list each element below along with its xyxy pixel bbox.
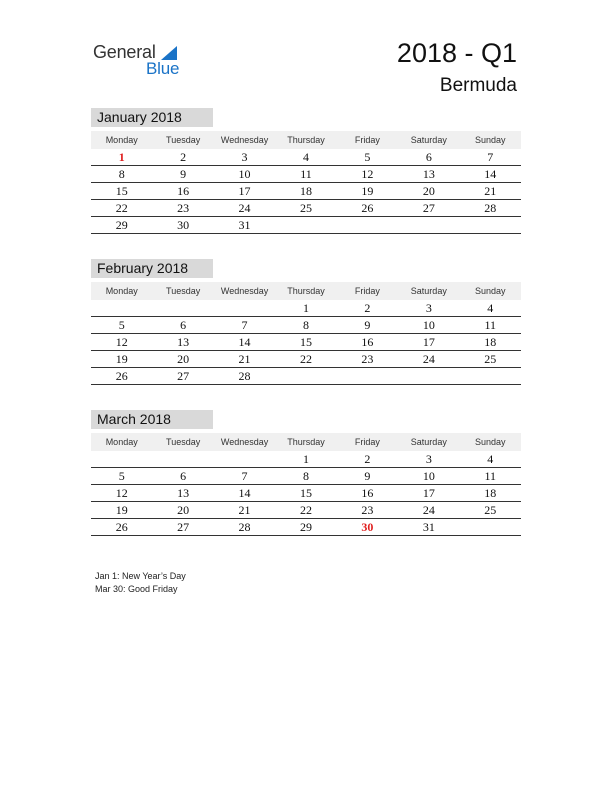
day-cell: 6: [152, 317, 213, 334]
day-cell: 23: [152, 200, 213, 217]
day-cell: 27: [152, 368, 213, 385]
day-cell: 30: [337, 519, 398, 536]
day-cell: 1: [275, 300, 336, 317]
day-cell: [460, 217, 521, 234]
day-cell: 3: [398, 300, 459, 317]
weekday-header: Wednesday: [214, 433, 275, 451]
weekday-header: Tuesday: [152, 131, 213, 149]
weekday-header: Sunday: [460, 282, 521, 300]
day-cell: 25: [460, 351, 521, 368]
day-cell: 17: [398, 485, 459, 502]
day-cell: [275, 217, 336, 234]
week-row: [91, 451, 521, 468]
day-cell: 21: [214, 502, 275, 519]
month-march: [91, 410, 521, 536]
week-row: [91, 149, 521, 166]
day-cell: 16: [152, 183, 213, 200]
day-cell: 8: [275, 317, 336, 334]
day-cell: 2: [152, 149, 213, 166]
month-label: January 2018: [91, 108, 213, 127]
day-cell: 17: [398, 334, 459, 351]
weekday-header: Monday: [91, 433, 152, 451]
holiday-notes: [95, 570, 186, 595]
week-row: [91, 519, 521, 536]
day-cell: 11: [275, 166, 336, 183]
day-cell: 16: [337, 485, 398, 502]
day-cell: 12: [337, 166, 398, 183]
day-cell: 28: [214, 519, 275, 536]
day-cell: 18: [460, 485, 521, 502]
day-cell: 15: [275, 485, 336, 502]
day-cell: 5: [91, 317, 152, 334]
day-cell: 27: [398, 200, 459, 217]
weekday-header: Friday: [337, 282, 398, 300]
day-cell: 4: [460, 300, 521, 317]
day-cell: 23: [337, 502, 398, 519]
day-cell: [460, 368, 521, 385]
week-row: [91, 317, 521, 334]
day-cell: 10: [398, 317, 459, 334]
day-cell: [460, 519, 521, 536]
weekday-header: Friday: [337, 433, 398, 451]
week-row: [91, 351, 521, 368]
day-cell: 7: [460, 149, 521, 166]
day-cell: 4: [460, 451, 521, 468]
day-cell: 12: [91, 485, 152, 502]
weekday-header: Wednesday: [214, 131, 275, 149]
day-cell: [337, 368, 398, 385]
day-cell: 7: [214, 317, 275, 334]
day-cell: 6: [398, 149, 459, 166]
day-cell: 19: [91, 351, 152, 368]
weekday-header: Friday: [337, 131, 398, 149]
day-cell: [337, 217, 398, 234]
day-cell: 17: [214, 183, 275, 200]
week-row: [91, 502, 521, 519]
month-label: March 2018: [91, 410, 213, 429]
day-cell: 22: [275, 351, 336, 368]
holiday-note: Mar 30: Good Friday: [95, 583, 178, 594]
day-cell: [152, 451, 213, 468]
day-cell: 9: [337, 317, 398, 334]
day-cell: 18: [460, 334, 521, 351]
week-row: [91, 217, 521, 234]
day-cell: 28: [214, 368, 275, 385]
day-cell: 15: [275, 334, 336, 351]
week-row: [91, 485, 521, 502]
day-cell: 26: [91, 368, 152, 385]
weekday-header: Tuesday: [152, 433, 213, 451]
day-cell: 30: [152, 217, 213, 234]
day-cell: [398, 217, 459, 234]
week-row: [91, 334, 521, 351]
day-cell: 2: [337, 300, 398, 317]
day-cell: 26: [91, 519, 152, 536]
month-february: [91, 259, 521, 385]
week-row: [91, 468, 521, 485]
weekday-header: Wednesday: [214, 282, 275, 300]
day-cell: 20: [398, 183, 459, 200]
day-cell: 3: [398, 451, 459, 468]
day-cell: 19: [337, 183, 398, 200]
day-cell: 13: [152, 485, 213, 502]
day-cell: 26: [337, 200, 398, 217]
week-row: [91, 300, 521, 317]
day-cell: 14: [214, 334, 275, 351]
day-cell: 31: [398, 519, 459, 536]
day-cell: 7: [214, 468, 275, 485]
weekday-header: Saturday: [398, 131, 459, 149]
logo-general-text: General: [93, 42, 156, 62]
day-cell: [398, 368, 459, 385]
day-cell: 12: [91, 334, 152, 351]
calendar-table: [91, 131, 521, 234]
country-name: Bermuda: [439, 75, 517, 96]
day-cell: 19: [91, 502, 152, 519]
day-cell: [214, 451, 275, 468]
weekday-header: Saturday: [398, 282, 459, 300]
calendar-table: [91, 433, 521, 536]
holiday-note: Jan 1: New Year’s Day: [95, 571, 186, 581]
weekday-header: Thursday: [275, 131, 336, 149]
day-cell: 2: [337, 451, 398, 468]
logo-triangle-icon: [161, 46, 177, 60]
day-cell: 24: [398, 502, 459, 519]
day-cell: 24: [214, 200, 275, 217]
day-cell: 27: [152, 519, 213, 536]
day-cell: 5: [91, 468, 152, 485]
day-cell: 15: [91, 183, 152, 200]
day-cell: 1: [275, 451, 336, 468]
day-cell: 4: [275, 149, 336, 166]
day-cell: 24: [398, 351, 459, 368]
day-cell: 31: [214, 217, 275, 234]
day-cell: 16: [337, 334, 398, 351]
weekday-header: Sunday: [460, 433, 521, 451]
day-cell: 21: [460, 183, 521, 200]
day-cell: 13: [152, 334, 213, 351]
weekday-header: Saturday: [398, 433, 459, 451]
day-cell: 8: [91, 166, 152, 183]
day-cell: 9: [152, 166, 213, 183]
day-cell: 29: [275, 519, 336, 536]
page-title: 2018 - Q1: [396, 38, 517, 68]
day-cell: 1: [91, 149, 152, 166]
day-cell: 14: [214, 485, 275, 502]
day-cell: 25: [460, 502, 521, 519]
day-cell: 14: [460, 166, 521, 183]
day-cell: 9: [337, 468, 398, 485]
month-january: [91, 108, 521, 234]
day-cell: 10: [214, 166, 275, 183]
day-cell: 5: [337, 149, 398, 166]
weekday-header: Tuesday: [152, 282, 213, 300]
day-cell: 22: [275, 502, 336, 519]
logo: [93, 40, 193, 80]
day-cell: 22: [91, 200, 152, 217]
day-cell: 3: [214, 149, 275, 166]
weekday-header: Monday: [91, 282, 152, 300]
day-cell: 11: [460, 468, 521, 485]
week-row: [91, 368, 521, 385]
day-cell: 11: [460, 317, 521, 334]
calendar-table: [91, 282, 521, 385]
day-cell: 13: [398, 166, 459, 183]
day-cell: 21: [214, 351, 275, 368]
day-cell: [91, 300, 152, 317]
day-cell: 8: [275, 468, 336, 485]
day-cell: [91, 451, 152, 468]
day-cell: 25: [275, 200, 336, 217]
day-cell: 6: [152, 468, 213, 485]
day-cell: 28: [460, 200, 521, 217]
month-label: February 2018: [91, 259, 213, 278]
weekday-header: Thursday: [275, 282, 336, 300]
weekday-header: Monday: [91, 131, 152, 149]
week-row: [91, 183, 521, 200]
week-row: [91, 166, 521, 183]
day-cell: [275, 368, 336, 385]
day-cell: 23: [337, 351, 398, 368]
week-row: [91, 200, 521, 217]
day-cell: 10: [398, 468, 459, 485]
day-cell: [152, 300, 213, 317]
day-cell: 20: [152, 502, 213, 519]
day-cell: 29: [91, 217, 152, 234]
day-cell: 18: [275, 183, 336, 200]
logo-blue-text: Blue: [146, 59, 180, 78]
day-cell: 20: [152, 351, 213, 368]
day-cell: [214, 300, 275, 317]
weekday-header: Thursday: [275, 433, 336, 451]
weekday-header: Sunday: [460, 131, 521, 149]
